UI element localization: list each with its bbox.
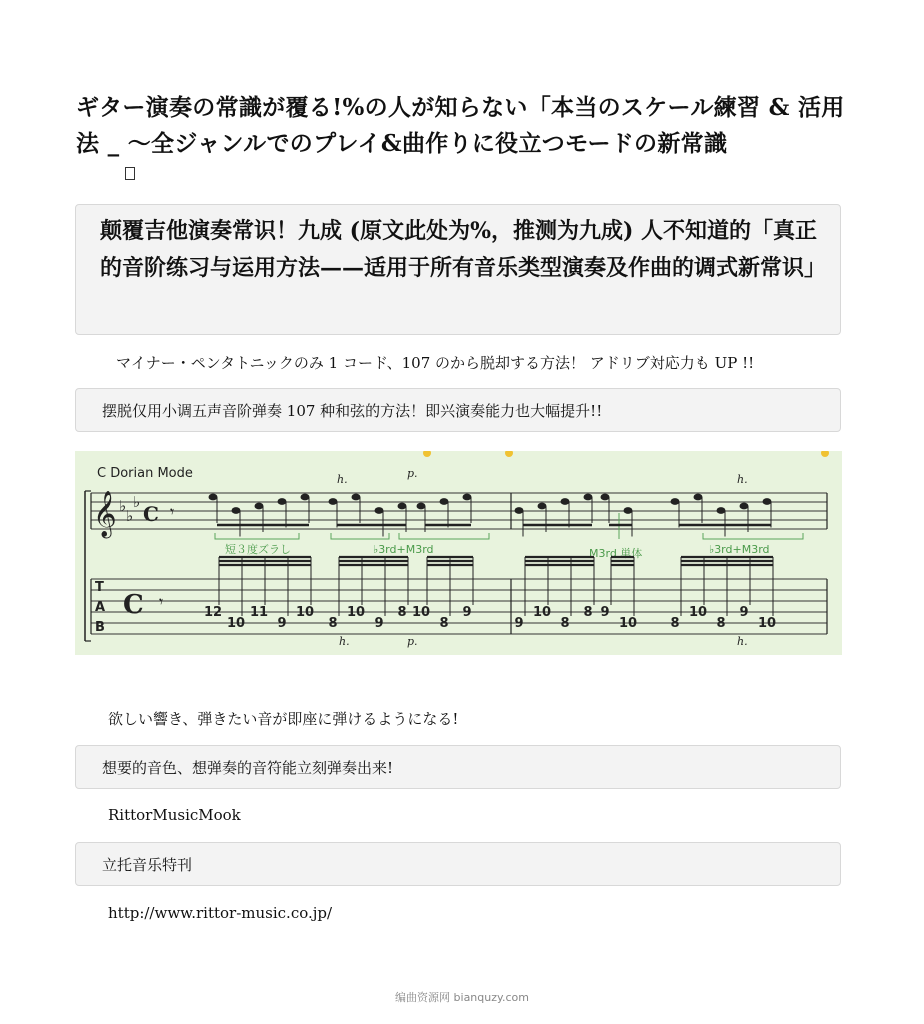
note-head (375, 507, 384, 514)
tab-number: 8 (583, 605, 593, 620)
tab-number: 10 (411, 605, 431, 620)
tab-number: 10 (618, 616, 638, 631)
publisher-url[interactable]: http://www.rittor-music.co.jp/ (108, 904, 333, 922)
publisher-en: RittorMusicMook (108, 806, 241, 824)
tab-number: 9 (277, 616, 287, 631)
pull-mark: p. (407, 635, 418, 648)
tab-number: 8 (670, 616, 680, 631)
missing-glyph-box (125, 167, 135, 180)
publisher-cn-text: 立托音乐特刊 (102, 856, 193, 874)
tab-number: 9 (514, 616, 524, 631)
key-flat: ♭ (119, 497, 127, 515)
subtitle-jp: マイナー・ペンタトニックのみ 1 コード、107 のから脱却する方法！ アドリブ対応力も UP !! (116, 354, 755, 372)
note-head (417, 503, 426, 510)
tab-number: 10 (532, 605, 552, 620)
annotation-label: 短３度ズラし (225, 543, 291, 556)
publisher-cn-box (75, 842, 841, 886)
tab-number: 8 (716, 616, 726, 631)
annotation-label: M3rd 単体 (589, 547, 643, 560)
para1-cn-box (75, 745, 841, 789)
note-head (515, 507, 524, 514)
tab-number: 12 (203, 605, 223, 620)
tab-rest: 𝄾 (159, 592, 164, 611)
tab-letter-b: B (95, 620, 105, 635)
tab-notation-figure (75, 451, 842, 655)
para1-jp: 欲しい響き、弾きたい音が即座に弾けるようになる! (108, 710, 459, 728)
tab-number: 10 (226, 616, 246, 631)
hammer-mark: h. (737, 635, 748, 648)
hammer-mark: h. (339, 635, 350, 648)
pull-mark: p. (407, 467, 418, 480)
note-head (538, 503, 547, 510)
note-head (601, 494, 610, 501)
tab-number: 9 (739, 605, 749, 620)
footer-watermark: 编曲资源网 bianquzy.com (395, 991, 529, 1004)
tab-number: 8 (328, 616, 338, 631)
note-heads (209, 494, 772, 537)
mode-label: C Dorian Mode (97, 466, 193, 481)
tab-number: 10 (688, 605, 708, 620)
tab-number: 10 (346, 605, 366, 620)
tab-number: 10 (295, 605, 315, 620)
tab-letter-a: A (95, 600, 106, 615)
key-flat: ♭ (126, 507, 134, 525)
time-signature: C (143, 502, 159, 526)
tab-letter-t: T (95, 580, 104, 595)
tab-number: 8 (397, 605, 407, 620)
rest-symbol: 𝄾 (170, 502, 175, 521)
hammer-mark: h. (737, 473, 748, 486)
note-head (232, 507, 241, 514)
subtitle-cn-text: 摆脱仅用小调五声音阶弹奏 107 种和弦的方法！即兴演奏能力也大幅提升!! (102, 402, 603, 420)
note-head (463, 494, 472, 501)
tab-number: 9 (374, 616, 384, 631)
tab-number: 9 (462, 605, 472, 620)
note-head (694, 494, 703, 501)
note-head (301, 494, 310, 501)
tab-number: 11 (249, 605, 269, 620)
note-head (352, 494, 361, 501)
note-head (278, 498, 287, 505)
tab-number: 8 (560, 616, 570, 631)
treble-clef: 𝄞 (93, 491, 117, 537)
deco-dot (505, 451, 513, 457)
deco-dot (821, 451, 829, 457)
page-title: ギター演奏の常識が覆る!%の人が知らない「本当のスケール練習 & 活用法 _ 〜全ジャンルでのプレイ&曲作りに役立つモードの新常識 (76, 94, 845, 157)
note-head (584, 494, 593, 501)
tab-number: 8 (439, 616, 449, 631)
para1-cn-text: 想要的音色、想弹奏的音符能立刻弹奏出来! (102, 759, 394, 777)
tab-time-signature: C (123, 590, 144, 620)
note-head (763, 498, 772, 505)
tab-number: 9 (600, 605, 610, 620)
note-head (398, 503, 407, 510)
note-head (561, 498, 570, 505)
note-head (209, 494, 218, 501)
key-flat: ♭ (133, 493, 141, 511)
subtitle-cn-box (75, 388, 841, 432)
annotation-label: ♭3rd+M3rd (709, 543, 770, 556)
hammer-mark: h. (337, 473, 348, 486)
tab-numbers (204, 557, 776, 631)
title-translation-text: 颠覆吉他演奏常识！九成 (原文此处为%，推测为九成) 人不知道的「真正的音阶练习与运用方法——适用于所有音乐类型演奏及作曲的调式新常识」 (100, 218, 827, 281)
title-translation-box (75, 204, 841, 335)
note-head (329, 498, 338, 505)
deco-dot (423, 451, 431, 457)
note-head (740, 503, 749, 510)
note-head (717, 507, 726, 514)
note-head (671, 498, 680, 505)
annotation-label: ♭3rd+M3rd (373, 543, 434, 556)
note-head (255, 503, 264, 510)
note-head (624, 507, 633, 514)
note-head (440, 498, 449, 505)
tab-number: 10 (757, 616, 777, 631)
